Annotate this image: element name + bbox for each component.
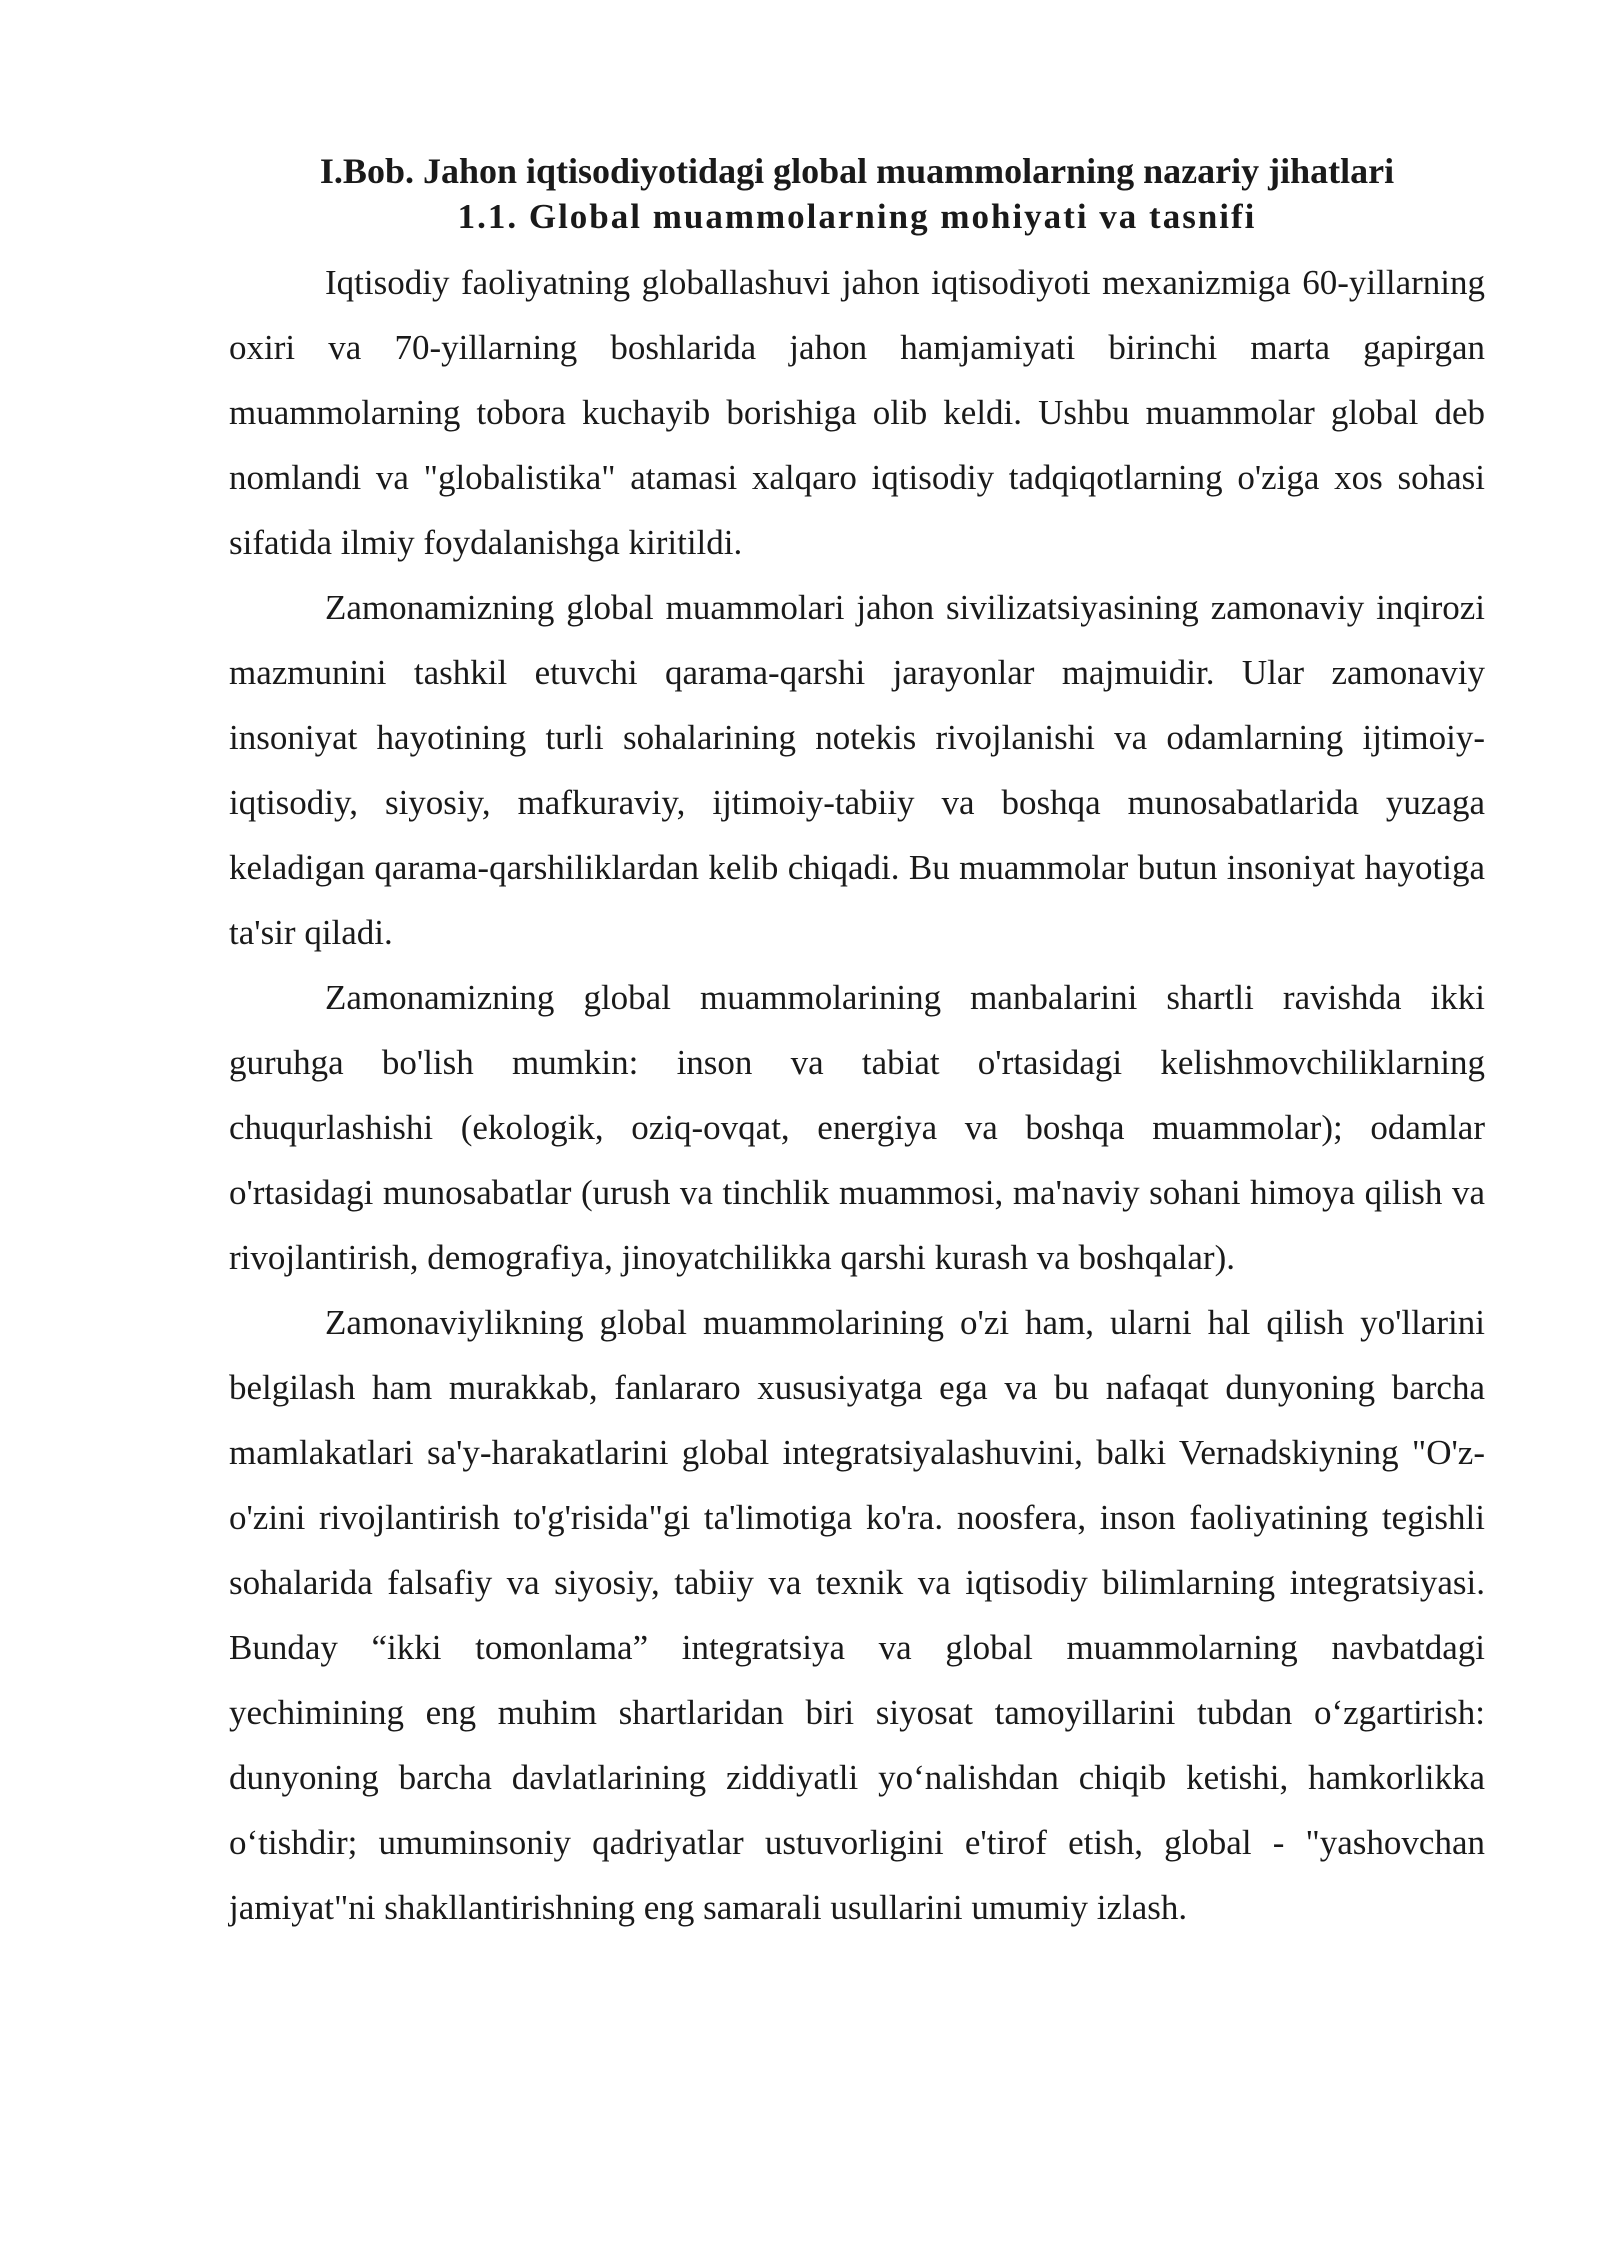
- paragraph-4: Zamonaviylikning global muammolarining o'zi ham, ularni hal qilish yo'llarini belgilash ham murakkab, fanlararo xususiyatga ega va bu nafaqat dunyoning barcha mamlakatlari sa'y-harakatlarini global integratsiyalashuvini, balki Vernadskiyning "O'z-o'zini rivojlantirish to'g'risida"gi ta'limotiga ko'ra. noosfera, inson faoliyatining tegishli sohalarida falsafiy va siyosiy, tabiiy va texnik va iqtisodiy bilimlarning integratsiyasi. Bunday “ikki tomonlama” integratsiya va global muammolarning navbatdagi yechimining eng muhim shartlaridan biri siyosat tamoyillarini tubdan o‘zgartirish: dunyoning barcha davlatlarining ziddiyatli yo‘nalishdan chiqib ketishi, hamkorlikka o‘tishdir; umuminsoniy qadriyatlar ustuvorligini e'tirof etish, global - "yashovchan jamiyat"ni shakllantirishning eng samarali usullarini umumiy izlash.: [229, 1303, 1485, 1927]
- paragraph-3: Zamonamizning global muammolarining manbalarini shartli ravishda ikki guruhga bo'lish mumkin: inson va tabiat o'rtasidagi kelishmovchiliklarning chuqurlashishi (ekologik, oziq-ovqat, energiya va boshqa muammolar); odamlar o'rtasidagi munosabatlar (urush va tinchlik muammosi, ma'naviy sohani himoya qilish va rivojlantirish, demografiya, jinoyatchilikka qarshi kurash va boshqalar).: [229, 978, 1485, 1277]
- section-title: 1.1. Global muammolarning mohiyati va tasnifi: [457, 197, 1257, 236]
- chapter-title: I.Bob. Jahon iqtisodiyotidagi global muammolarning nazariy jihatlari: [319, 151, 1395, 191]
- paragraph-1: Iqtisodiy faoliyatning globallashuvi jahon iqtisodiyoti mexanizmiga 60-yillarning oxiri va 70-yillarning boshlarida jahon hamjamiyati birinchi marta gapirgan muammolarning tobora kuchayib borishiga olib keldi. Ushbu muammolar global deb nomlandi va "globalistika" atamasi xalqaro iqtisodiy tadqiqotlarning o'ziga xos sohasi sifatida ilmiy foydalanishga kiritildi.: [229, 263, 1485, 562]
- document-body: [229, 148, 1485, 1940]
- paragraph-2: Zamonamizning global muammolari jahon sivilizatsiyasining zamonaviy inqirozi mazmunini tashkil etuvchi qarama-qarshi jarayonlar majmuidir. Ular zamonaviy insoniyat hayotining turli sohalarining notekis rivojlanishi va odamlarning ijtimoiy-iqtisodiy, siyosiy, mafkuraviy, ijtimoiy-tabiiy va boshqa munosabatlarida yuzaga keladigan qarama-qarshiliklardan kelib chiqadi. Bu muammolar butun insoniyat hayotiga ta'sir qiladi.: [229, 588, 1485, 952]
